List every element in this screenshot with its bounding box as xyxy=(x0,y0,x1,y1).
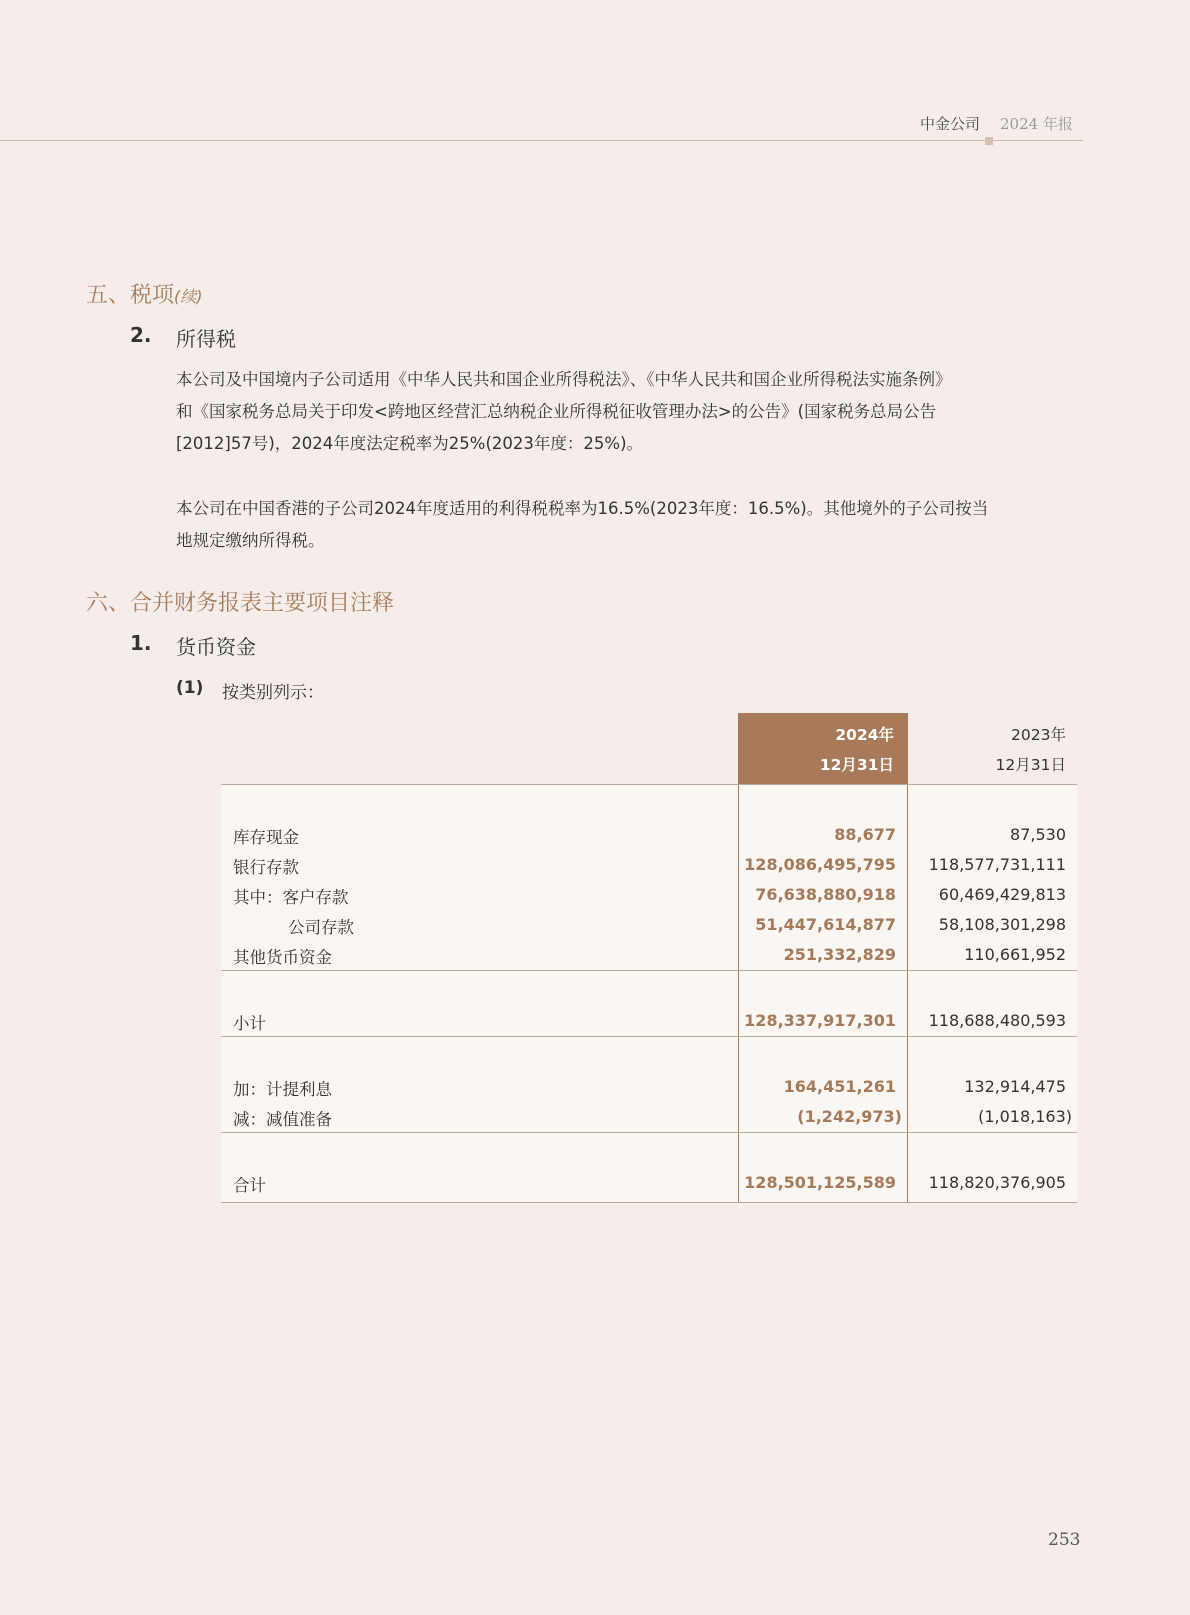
subsection-number: 1. xyxy=(130,631,152,655)
section-title-tax-text: 五、税项 xyxy=(86,283,175,308)
page-number: 253 xyxy=(1048,1530,1081,1550)
column-header-2023-year: 2023年 xyxy=(1011,726,1066,744)
cell-2023-bank-deposits: 118,577,731,111 xyxy=(928,855,1066,874)
table-divider xyxy=(221,1202,1077,1203)
item-number: (1) xyxy=(176,678,204,698)
paragraph-line: 地规定缴纳所得税。 xyxy=(176,531,325,550)
continued-label: (续) xyxy=(174,287,203,306)
item-title-by-category: 按类别列示： xyxy=(222,683,324,703)
cell-2023-accrued-interest: 132,914,475 xyxy=(964,1077,1066,1096)
row-label-cash-on-hand: 库存现金 xyxy=(233,828,299,847)
header-marker xyxy=(985,137,993,145)
paragraph-line: [2012]57号)，2024年度法定税率为25%(2023年度：25%)。 xyxy=(176,434,644,453)
paragraph-income-tax-law xyxy=(176,364,1081,460)
cell-2023-company-deposits: 58,108,301,298 xyxy=(938,915,1066,934)
cell-2023-total: 118,820,376,905 xyxy=(928,1173,1066,1192)
cell-2024-accrued-interest: 164,451,261 xyxy=(783,1077,896,1096)
subsection-title-cash: 货币资金 xyxy=(176,635,256,659)
cell-2024-total: 128,501,125,589 xyxy=(744,1173,896,1192)
cell-2023-cash-on-hand: 87,530 xyxy=(1010,825,1066,844)
cell-2023-client-deposits: 60,469,429,813 xyxy=(938,885,1066,904)
header-report: 2024 年报 xyxy=(1000,115,1073,133)
cell-2023-subtotal: 118,688,480,593 xyxy=(928,1011,1066,1030)
table-body-background xyxy=(221,784,1077,1203)
cell-2024-company-deposits: 51,447,614,877 xyxy=(755,915,896,934)
paragraph-line: 本公司及中国境内子公司适用《中华人民共和国企业所得税法》、《中华人民共和国企业所得税法实施条例》 xyxy=(176,370,952,389)
table-divider xyxy=(221,970,1077,971)
row-label-client-deposits: 其中：客户存款 xyxy=(233,888,349,907)
cell-2024-impairment: (1,242,973) xyxy=(797,1107,902,1126)
column-header-2024-year: 2024年 xyxy=(835,726,894,744)
row-label-subtotal: 小计 xyxy=(233,1014,266,1033)
table-divider xyxy=(221,784,1077,785)
row-label-total: 合计 xyxy=(233,1176,266,1195)
paragraph-line: 本公司在中国香港的子公司2024年度适用的利得税税率为16.5%(2023年度：16.5%)。其他境外的子公司按当 xyxy=(176,499,989,518)
header-company: 中金公司 xyxy=(920,115,981,133)
cell-2024-subtotal: 128,337,917,301 xyxy=(744,1011,896,1030)
row-label-accrued-interest: 加：计提利息 xyxy=(233,1080,332,1099)
subsection-title-income-tax: 所得税 xyxy=(176,327,236,351)
table-divider xyxy=(221,1036,1077,1037)
cell-2024-other-monetary-funds: 251,332,829 xyxy=(783,945,896,964)
cell-2024-client-deposits: 76,638,880,918 xyxy=(755,885,896,904)
cell-2024-cash-on-hand: 88,677 xyxy=(834,825,896,844)
subsection-number: 2. xyxy=(130,323,152,347)
paragraph-line: 和《国家税务总局关于印发<跨地区经营汇总纳税企业所得税征收管理办法>的公告》(国家税务总局公告 xyxy=(176,402,937,421)
row-label-impairment: 减：减值准备 xyxy=(233,1110,332,1129)
table-divider xyxy=(221,1132,1077,1133)
cell-2024-bank-deposits: 128,086,495,795 xyxy=(744,855,896,874)
row-label-other-monetary-funds: 其他货币资金 xyxy=(233,948,332,967)
row-label-company-deposits: 公司存款 xyxy=(288,918,354,937)
column-header-2023-date: 12月31日 xyxy=(995,756,1066,774)
cell-2023-other-monetary-funds: 110,661,952 xyxy=(964,945,1066,964)
section-title-notes: 六、合并财务报表主要项目注释 xyxy=(86,591,395,616)
row-label-bank-deposits: 银行存款 xyxy=(233,858,299,877)
section-title-tax xyxy=(86,278,203,309)
header-divider xyxy=(0,140,1083,141)
column-header-2024-date: 12月31日 xyxy=(819,756,894,774)
cell-2023-impairment: (1,018,163) xyxy=(978,1107,1072,1126)
paragraph-hk-tax xyxy=(176,493,1081,557)
